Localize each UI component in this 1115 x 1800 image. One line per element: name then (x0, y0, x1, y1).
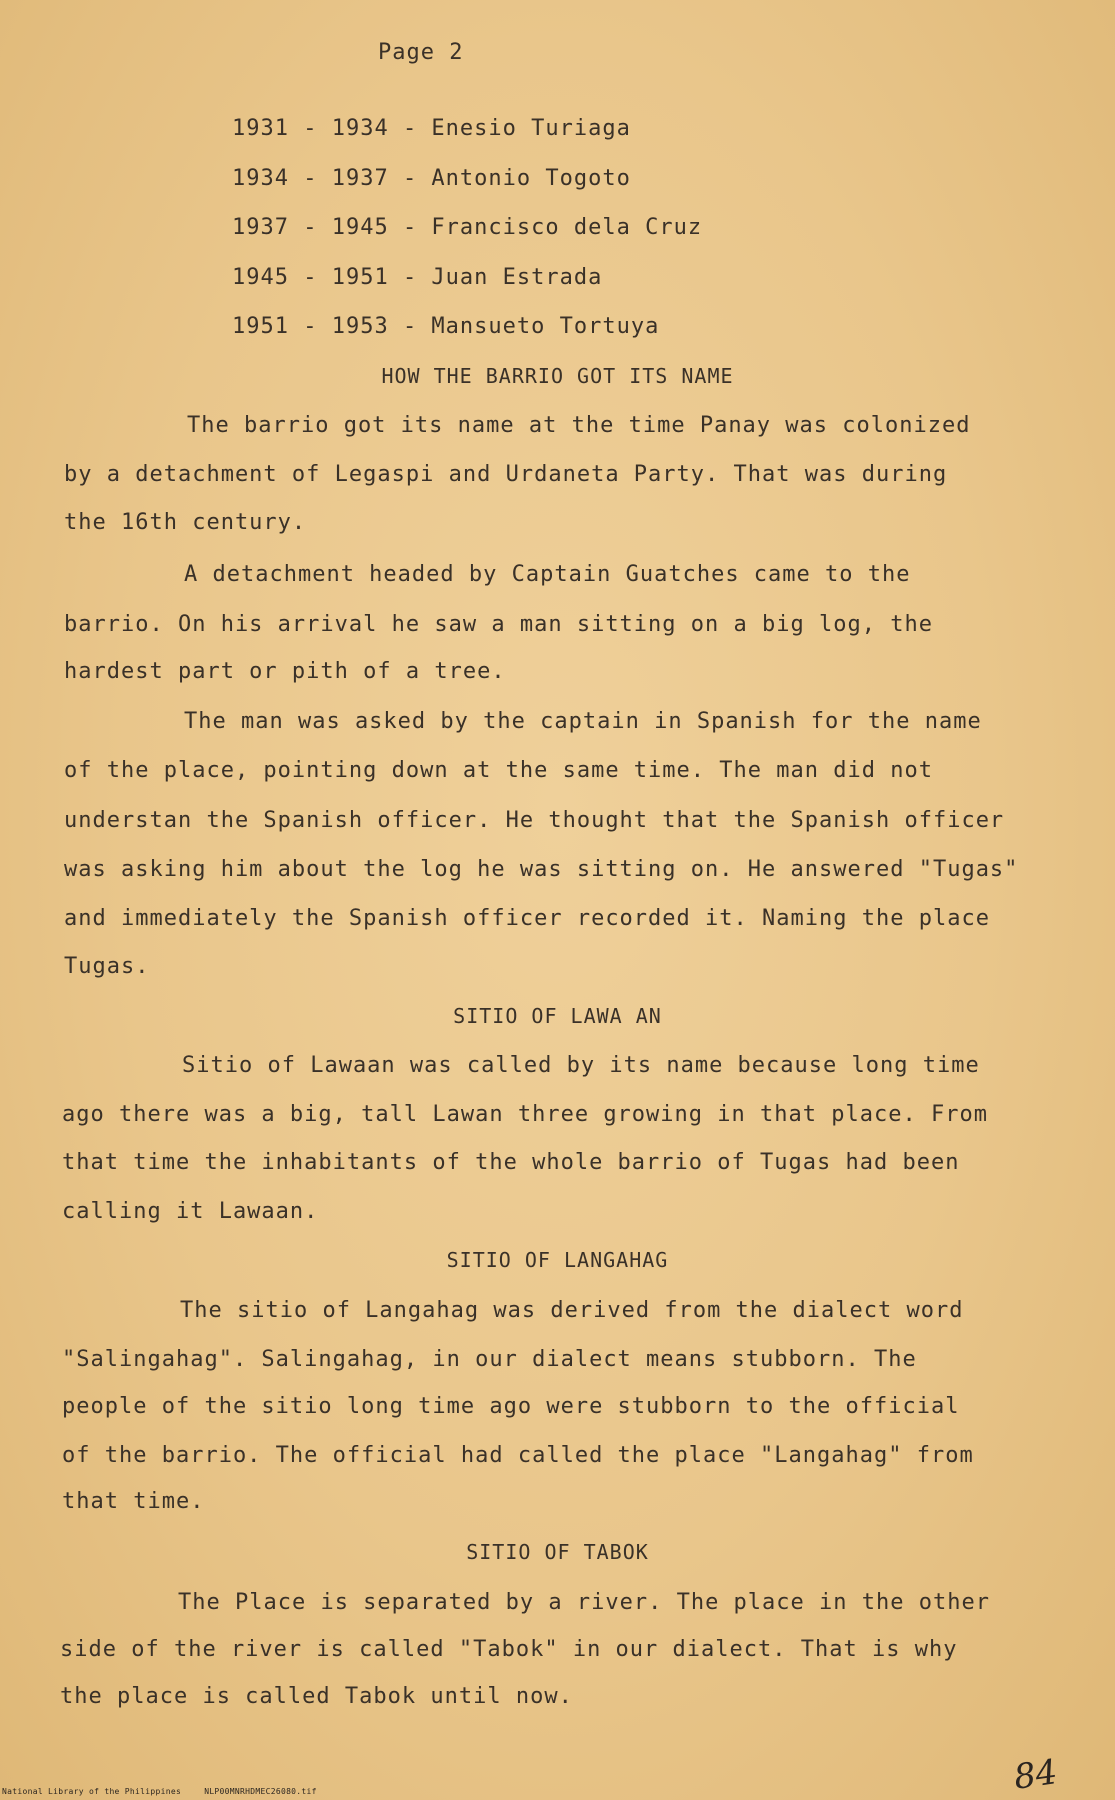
handwritten-page-number: 84 (1011, 1752, 1060, 1798)
administrator-entry: 1945 - 1951 - Juan Estrada (232, 265, 603, 290)
text-line: A detachment headed by Captain Guatches came to the (184, 562, 911, 587)
scan-footer (2, 1787, 335, 1796)
text-line: Tugas. (64, 954, 150, 979)
text-line: "Salingahag". Salingahag, in our dialect means stubborn. The (62, 1347, 917, 1372)
text-line: Sitio of Lawaan was called by its name because long time (182, 1053, 980, 1078)
text-line: people of the sitio long time ago were stubborn to the official (62, 1394, 960, 1419)
administrator-entry: 1934 - 1937 - Antonio Togoto (232, 166, 631, 191)
text-line: that time. (62, 1489, 205, 1514)
text-line: the place is called Tabok until now. (60, 1684, 573, 1709)
text-line: was asking him about the log he was sitting on. He answered "Tugas" (64, 857, 1019, 882)
administrator-entry: 1951 - 1953 - Mansueto Tortuya (232, 314, 660, 339)
text-line: The man was asked by the captain in Spanish for the name (184, 709, 982, 734)
text-line: that time the inhabitants of the whole barrio of Tugas had been (62, 1150, 960, 1175)
page-label: Page 2 (378, 40, 464, 65)
text-line: The sitio of Langahag was derived from the dialect word (180, 1298, 964, 1323)
text-line: the 16th century. (64, 510, 307, 535)
section-heading: HOW THE BARRIO GOT ITS NAME (381, 364, 734, 388)
administrator-entry: 1937 - 1945 - Francisco dela Cruz (232, 215, 703, 240)
file-label: NLP00MNRHDMEC26080.tif (204, 1787, 317, 1796)
text-line: of the barrio. The official had called the place "Langahag" from (62, 1443, 974, 1468)
text-line: understan the Spanish officer. He thought that the Spanish officer (64, 808, 1005, 833)
text-line: ago there was a big, tall Lawan three growing in that place. From (62, 1102, 988, 1127)
section-heading: SITIO OF TABOK (466, 1540, 649, 1564)
text-line: barrio. On his arrival he saw a man sitting on a big log, the (64, 612, 933, 637)
text-line: by a detachment of Legaspi and Urdaneta Party. That was during (64, 462, 948, 487)
text-line: and immediately the Spanish officer recorded it. Naming the place (64, 906, 990, 931)
text-line: hardest part or pith of a tree. (64, 659, 506, 684)
text-line: The barrio got its name at the time Panay was colonized (187, 413, 971, 438)
text-line: side of the river is called "Tabok" in our dialect. That is why (60, 1637, 958, 1662)
section-heading: SITIO OF LAWA AN (453, 1004, 662, 1028)
administrator-entry: 1931 - 1934 - Enesio Turiaga (232, 116, 631, 141)
text-line: calling it Lawaan. (62, 1199, 319, 1224)
text-line: The Place is separated by a river. The place in the other (178, 1590, 990, 1615)
library-label: National Library of the Philippines (2, 1787, 182, 1796)
section-heading: SITIO OF LANGAHAG (446, 1248, 669, 1272)
text-line: of the place, pointing down at the same time. The man did not (64, 758, 933, 783)
